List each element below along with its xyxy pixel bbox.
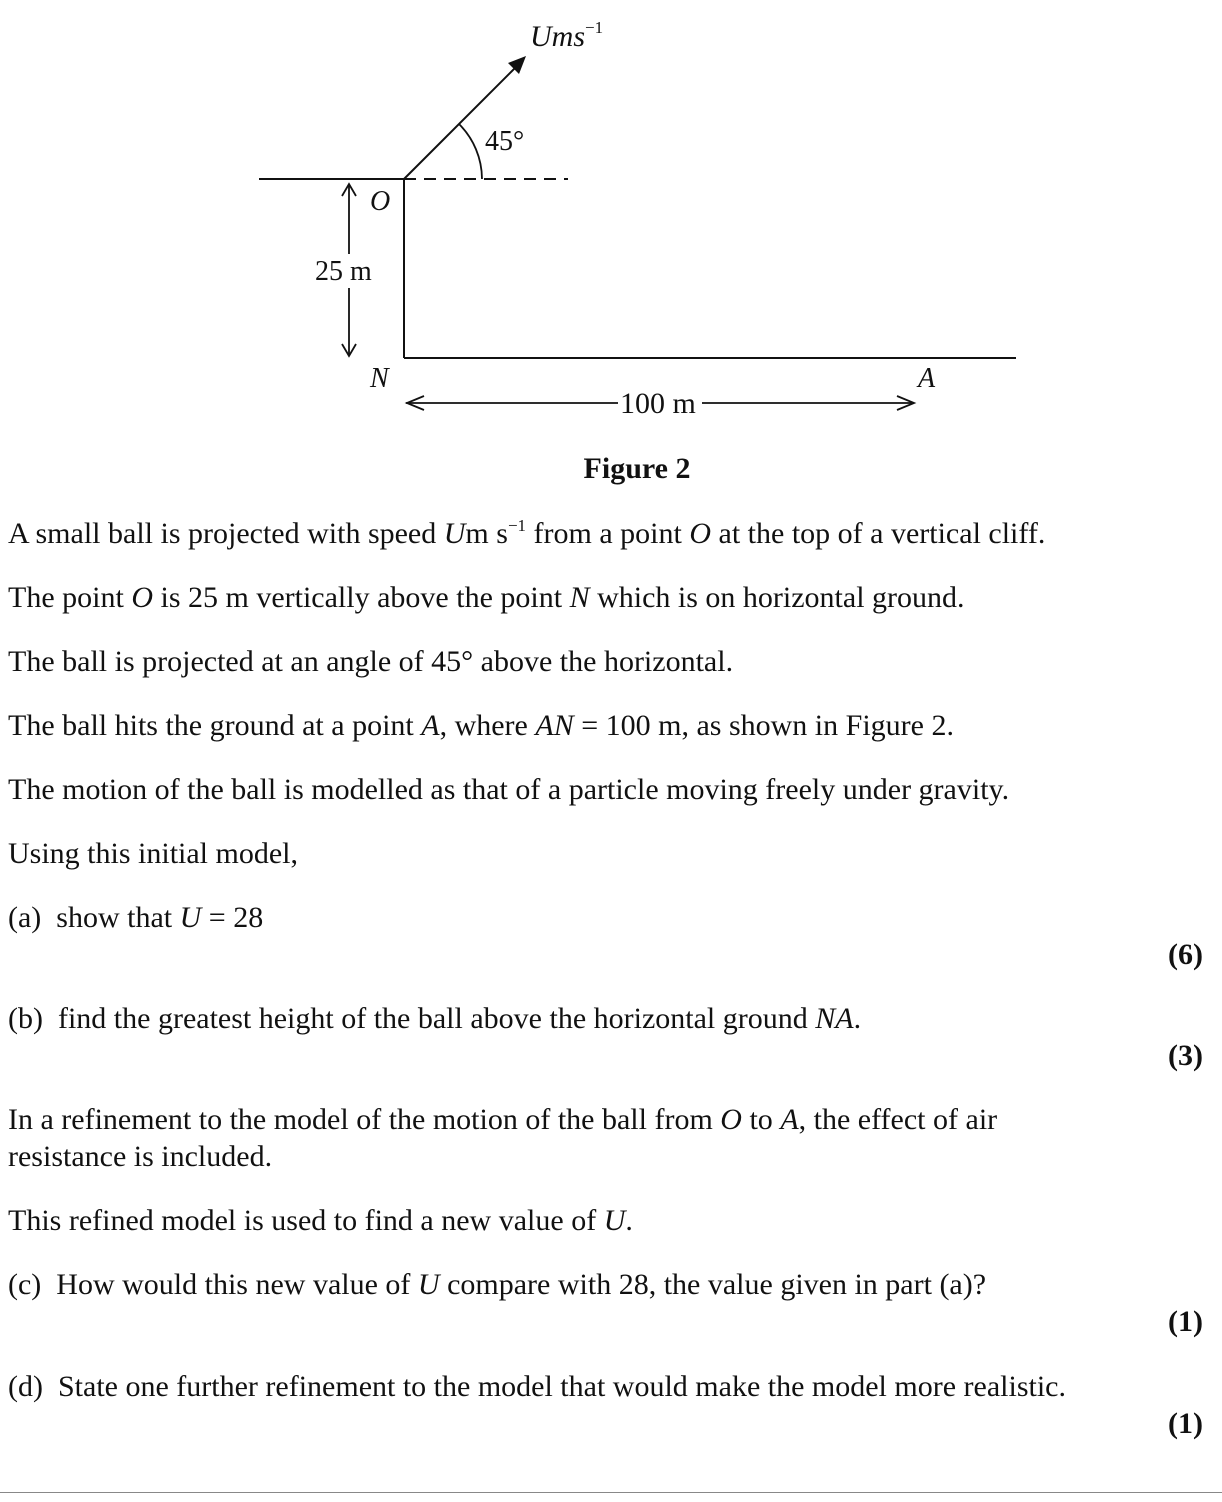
paragraph-3: The ball is projected at an angle of 45° above the horizontal. [8, 645, 734, 678]
question-d: (d) State one further refinement to the model that would make the model more realistic. [8, 1370, 1066, 1403]
point-o-label: O [370, 186, 391, 217]
point-a-label: A [918, 363, 936, 394]
question-c: (c) How would this new value of U compare with 28, the value given in part (a)? [8, 1268, 987, 1301]
projectile-diagram [0, 0, 1222, 440]
paragraph-2: The point O is 25 m vertically above the point N which is on horizontal ground. [8, 581, 965, 614]
height-label: 25 m [315, 256, 372, 287]
paragraph-5: The motion of the ball is modelled as that of a particle moving freely under gravity. [8, 773, 1010, 806]
question-a-marks: (6) [1168, 938, 1203, 971]
question-b-label: (b) [8, 1002, 43, 1035]
question-a-label: (a) [8, 901, 42, 934]
question-c-marks: (1) [1168, 1305, 1203, 1338]
velocity-label: Ums$^{-1}$ [530, 18, 604, 53]
angle-label: 45° [485, 126, 525, 157]
paragraph-4: The ball hits the ground at a point A, where AN = 100 m, as shown in Figure 2. [8, 709, 954, 742]
question-b: (b) find the greatest height of the ball above the horizontal ground NA. [8, 1002, 862, 1035]
question-c-label: (c) [8, 1268, 42, 1301]
paragraph-7-line-2: resistance is included. [8, 1140, 273, 1173]
question-a: (a) show that U = 28 [8, 901, 264, 934]
bottom-rule [0, 1492, 1222, 1493]
question-d-label: (d) [8, 1370, 43, 1403]
point-n-label: N [370, 363, 389, 394]
distance-label: 100 m [620, 387, 696, 420]
angle-arc [459, 124, 482, 179]
paragraph-6: Using this initial model, [8, 837, 298, 870]
paragraph-1: A small ball is projected with speed Um $s^{-1}$ from a point O at the top of a vertical cliff. [8, 516, 1046, 550]
question-d-marks: (1) [1168, 1407, 1203, 1440]
paragraph-7-line-1: In a refinement to the model of the motion of the ball from O to A, the effect of air [8, 1103, 998, 1136]
question-b-marks: (3) [1168, 1039, 1203, 1072]
paragraph-8: This refined model is used to find a new value of U. [8, 1204, 633, 1237]
velocity-arrow [404, 60, 523, 179]
figure-caption: Figure 2 [583, 452, 691, 485]
